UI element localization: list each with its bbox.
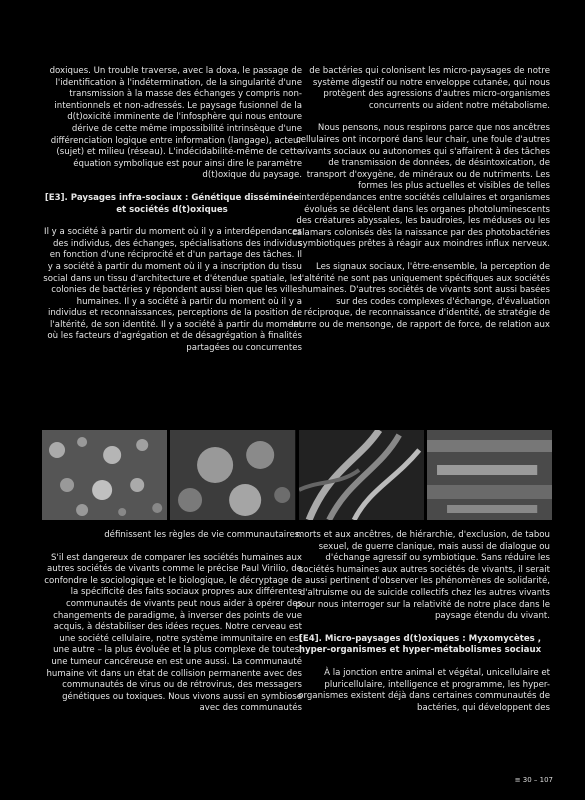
- paragraph: Il y a société à partir du moment où il y a interdépendances des individus, des échanges, spécialisations des individus en fonction d'une réciprocité et d'un partage des tâches. Il y a société à partir du moment où il y a inscription du tissu social dans un tissu d'architecture et d'étendue spatiale, les colonies de bactéries y répondent aussi bien que les villes humaines. Il y a société à partir du moment où il y a individus et reconnaissances, perceptions de la position de l'altérité, de son identité. Il y a société à partir du moment où les facteurs d'agrégation et de désagrégation à finalités partagées ou concurrentes: [43, 227, 302, 354]
- photo-texture: [427, 430, 552, 520]
- paragraph: Les signaux sociaux, l'être-ensemble, la perception de l'altérité ne sont pas uniquement spécifiques aux sociétés humaines. D'autres sociétés de vivants sont aussi basées sur des codes complexes d'échange, d'évaluation réciproque, de reconnaissance d'identité, de stratégie de leurre ou de mensonge, de rapport de force, de relation aux: [291, 261, 550, 330]
- page-number: ≡ 30 – 107: [514, 776, 553, 784]
- paragraph: morts et aux ancêtres, de hiérarchie, d'exclusion, de tabou sexuel, de guerre clanique, mais aussi de dialogue ou d'échange agressif ou symbiotique. Sans réduire les sociétés humaines aux autres sociétés de vivants, il serait aussi pertinent d'observer les phénomènes de solidarité, d'altruisme ou de suicide collectifs chez les autres vivants pour nous interroger sur la relativité de notre place dans le paysage étendu du vivant.: [295, 530, 550, 622]
- column-bottom-right: [290, 530, 550, 725]
- section-heading-e3: [E3]. Paysages infra-sociaux : Génétique disséminée et sociétés d(t)oxiques: [44, 192, 300, 215]
- photo-micro: [170, 430, 295, 520]
- paragraph: de bactéries qui colonisent les micro-paysages de notre système digestif ou notre enveloppe cutanée, qui nous protègent des agressions d'autres micro-organismes concurrents ou aident notre métabolisme.: [309, 66, 550, 111]
- column-top-left: [42, 66, 302, 366]
- photo-cells: [42, 430, 167, 520]
- column-top-right: [290, 66, 550, 342]
- paragraph: définissent les règles de vie communautaires.: [104, 530, 302, 540]
- photo-strip: [42, 430, 552, 520]
- paragraph: doxiques. Un trouble traverse, avec la doxa, le passage de l'identification à l'indétermination, de la singularité d'une transmission à la masse des échanges y compris non-intentionnels et non-adressés. Le paysage fusionnel de la d(t)oxicité imminente de l'infosphère qui nous entoure dérive de cette même impossibilité intrinsèque d'une différenciation logique entre information (langage), acteur (sujet) et milieu (réseau). L'indécidabilité-même de cette équation symbolique est pour ainsi dire le paramètre d(t)oxique du paysage.: [49, 66, 302, 181]
- paragraph: Nous pensons, nous respirons parce que nos ancêtres cellulaires ont incorporé dans leur chair, une foule d'autres vivants sociaux ou autonomes qui s'affairent à des tâches de transmission de données, de désintoxication, de transport d'oxygène, de minéraux ou de nutriments. Les formes les plus actuelles et visibles de telles interdépendances entre sociétés cellulaires et organismes évolués se décèlent dans les organes photoluminescents des créatures abyssales, les baudroies, les méduses ou les calamars colonisés dès la naissance par des photobactéries symbiotiques prêtes à réagir aux moindres influx nerveux.: [292, 123, 550, 250]
- paragraph: S'il est dangereux de comparer les sociétés humaines aux autres sociétés de vivants comme le précise Paul Virilio, de confondre le sociologique et le biologique, le décryptage de la spécificité des faits sociaux propres aux différentes communautés de vivants peut nous aider à opérer des changements de paradigme, à inverser des points de vue acquis, à déstabiliser des idées reçues. Notre cerveau est une société cellulaire, notre système immunitaire en est une autre – la plus évoluée et la plus complexe de toutes, une tumeur cancéreuse en est une aussi. La communauté humaine vit dans un état de collision permanente avec des communautés de virus ou de rétrovirus, des messagers génétiques ou toxiques. Nous vivons aussi en symbiose avec des communautés: [44, 552, 302, 714]
- section-heading-e4: [E4]. Micro-paysages d(t)oxiques : Myxomycètes , hyper-organismes et hyper-métabolismes sociaux: [298, 633, 542, 656]
- column-bottom-left: [42, 530, 302, 726]
- photo-tentacles: [299, 430, 424, 520]
- paragraph: À la jonction entre animal et végétal, unicellulaire et pluricellulaire, intelligence et programme, les hyper-organismes existent déjà dans certaines communautés de bactéries, qui développent des: [298, 667, 550, 713]
